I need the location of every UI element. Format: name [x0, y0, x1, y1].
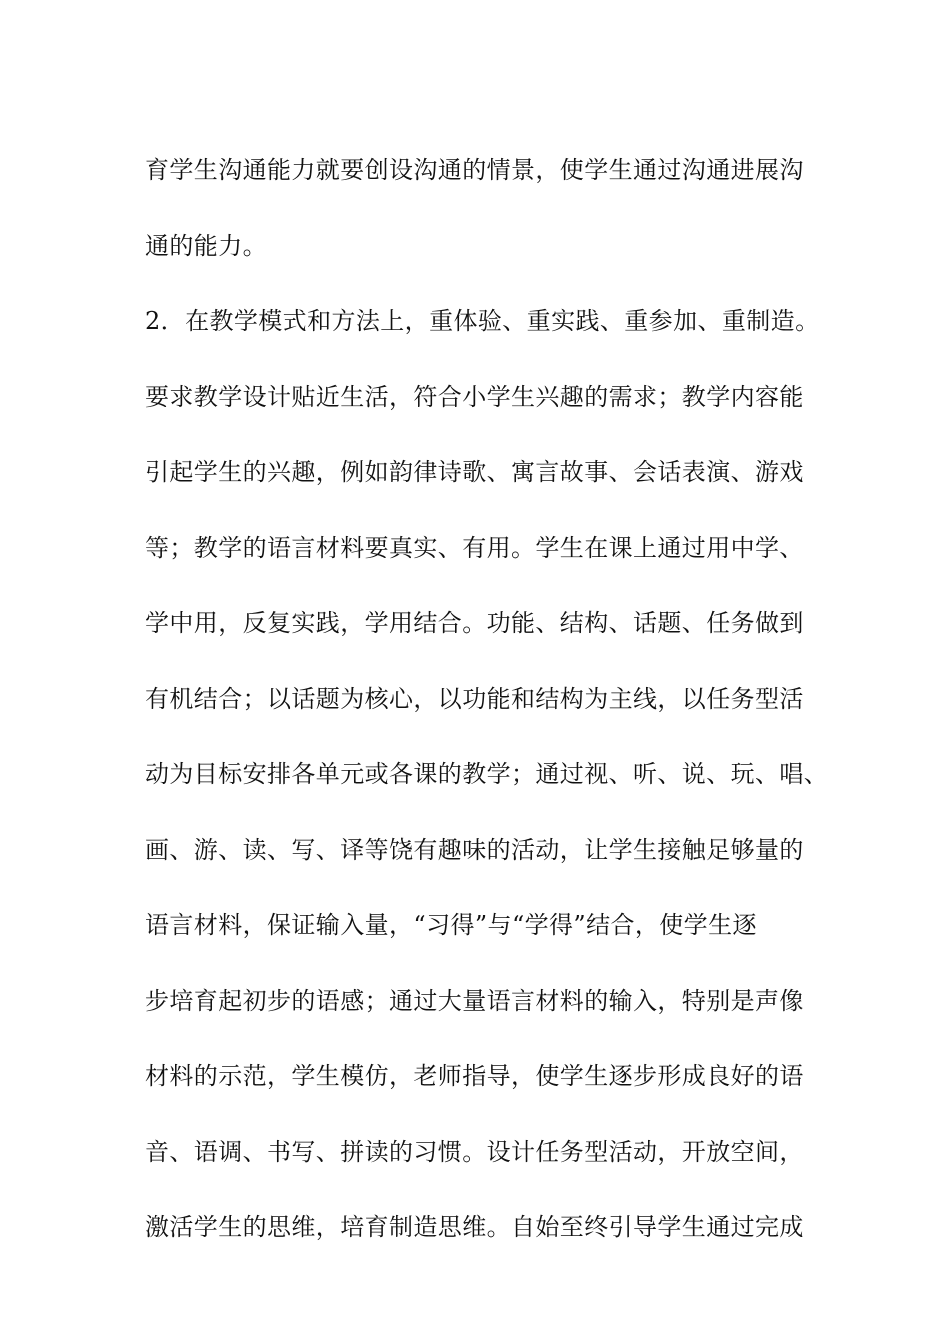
text-line: 步培育起初步的语感；通过大量语言材料的输入，特别是声像 — [145, 986, 804, 1015]
text-line: 激活学生的思维，培育制造思维。自始至终引导学生通过完成 — [145, 1213, 804, 1241]
text-line: 2．在教学模式和方法上，重体验、重实践、重参加、重制造。 — [145, 307, 820, 335]
text-line: 学中用，反复实践，学用结合。功能、结构、话题、任务做到 — [145, 609, 804, 637]
text-line: 要求教学设计贴近生活，符合小学生兴趣的需求；教学内容能 — [145, 382, 804, 411]
text-line: 等；教学的语言材料要真实、有用。学生在课上通过用中学、 — [145, 533, 804, 562]
text-line: 语言材料，保证输入量，“习得”与“学得”结合，使学生逐 — [145, 911, 757, 939]
body-text — [145, 133, 865, 1266]
text-line: 画、游、读、写、译等饶有趣味的活动，让学生接触足够量的 — [145, 835, 804, 864]
text-line: 引起学生的兴趣，例如韵律诗歌、寓言故事、会话表演、游戏 — [145, 458, 804, 486]
text-line: 育学生沟通能力就要创设沟通的情景，使学生通过沟通进展沟 — [145, 156, 804, 184]
text-line: 通的能力。 — [145, 231, 267, 260]
text-line: 音、语调、书写、拼读的习惯。设计任务型活动，开放空间， — [145, 1137, 804, 1166]
text-line: 动为目标安排各单元或各课的教学；通过视、听、说、玩、唱、 — [145, 760, 829, 788]
text-line: 材料的示范，学生模仿，老师指导，使学生逐步形成良好的语 — [145, 1062, 804, 1090]
text-line: 有机结合；以话题为核心，以功能和结构为主线，以任务型活 — [145, 684, 804, 713]
